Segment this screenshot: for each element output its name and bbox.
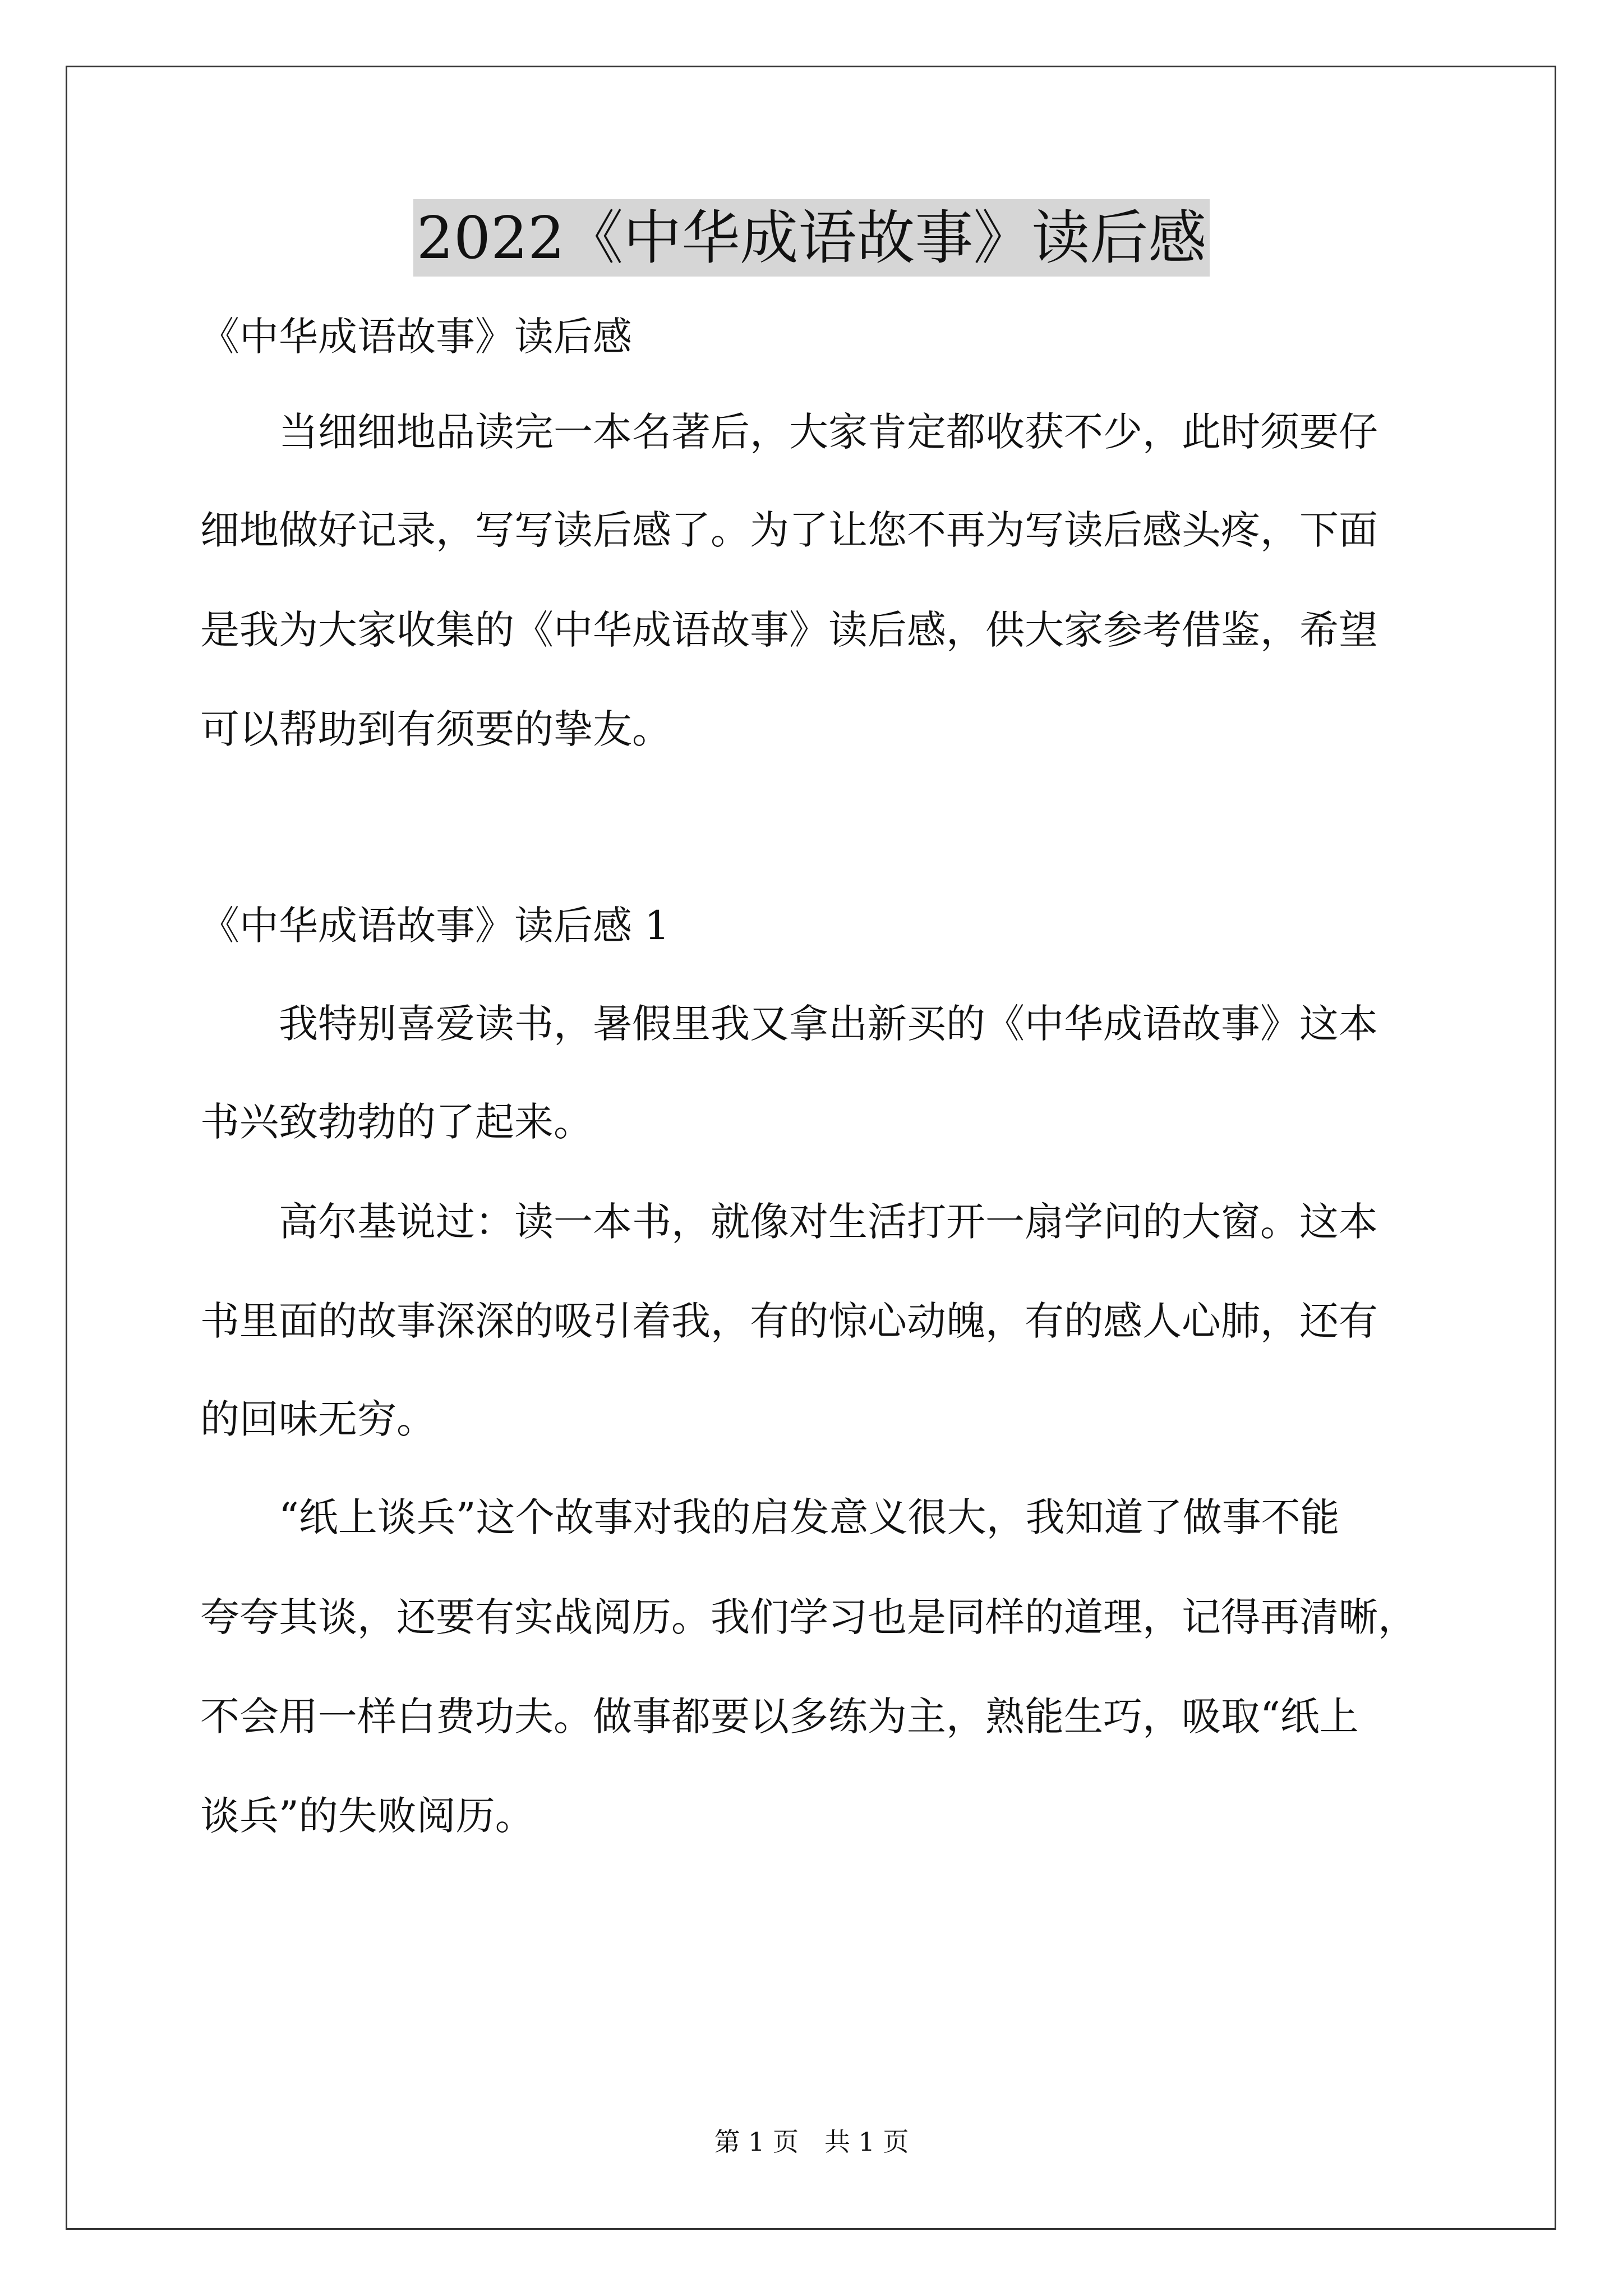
document-title: 2022《中华成语故事》读后感 xyxy=(413,199,1210,277)
paragraph-line: 谈兵”的失败阅历。 xyxy=(200,1793,534,1839)
paragraph-line: 高尔基说过：读一本书，就像对生活打开一扇学问的大窗。这本 xyxy=(200,1199,1378,1245)
paragraph-line: “纸上谈兵”这个故事对我的启发意义很大，我知道了做事不能 xyxy=(200,1494,1340,1540)
page-border xyxy=(66,66,1556,2230)
paragraph-line: 当细细地品读完一本名著后，大家肯定都收获不少，此时须要仔 xyxy=(200,409,1378,455)
page-footer: 第 1 页 共 1 页 xyxy=(714,2127,909,2157)
paragraph-line: 是我为大家收集的《中华成语故事》读后感，供大家参考借鉴，希望 xyxy=(200,607,1378,653)
paragraph-line: 夸夸其谈，还要有实战阅历。我们学习也是同样的道理，记得再清晰， xyxy=(200,1594,1417,1640)
paragraph-line: 我特别喜爱读书，暑假里我又拿出新买的《中华成语故事》这本 xyxy=(200,1001,1378,1047)
paragraph-line: 可以帮助到有须要的挚友。 xyxy=(200,706,671,752)
paragraph-line: 不会用一样白费功夫。做事都要以多练为主，熟能生巧，吸取“纸上 xyxy=(200,1694,1359,1740)
title-container xyxy=(0,199,1623,277)
paragraph-line: 细地做好记录，写写读后感了。为了让您不再为写读后感头疼，下面 xyxy=(200,507,1378,553)
section-heading-intro: 《中华成语故事》读后感 xyxy=(200,314,632,360)
paragraph-line: 的回味无穷。 xyxy=(200,1396,436,1442)
section-heading-1: 《中华成语故事》读后感 1 xyxy=(200,903,670,949)
paragraph-line: 书兴致勃勃的了起来。 xyxy=(200,1099,593,1145)
paragraph-line: 书里面的故事深深的吸引着我，有的惊心动魄，有的感人心肺，还有 xyxy=(200,1298,1378,1344)
